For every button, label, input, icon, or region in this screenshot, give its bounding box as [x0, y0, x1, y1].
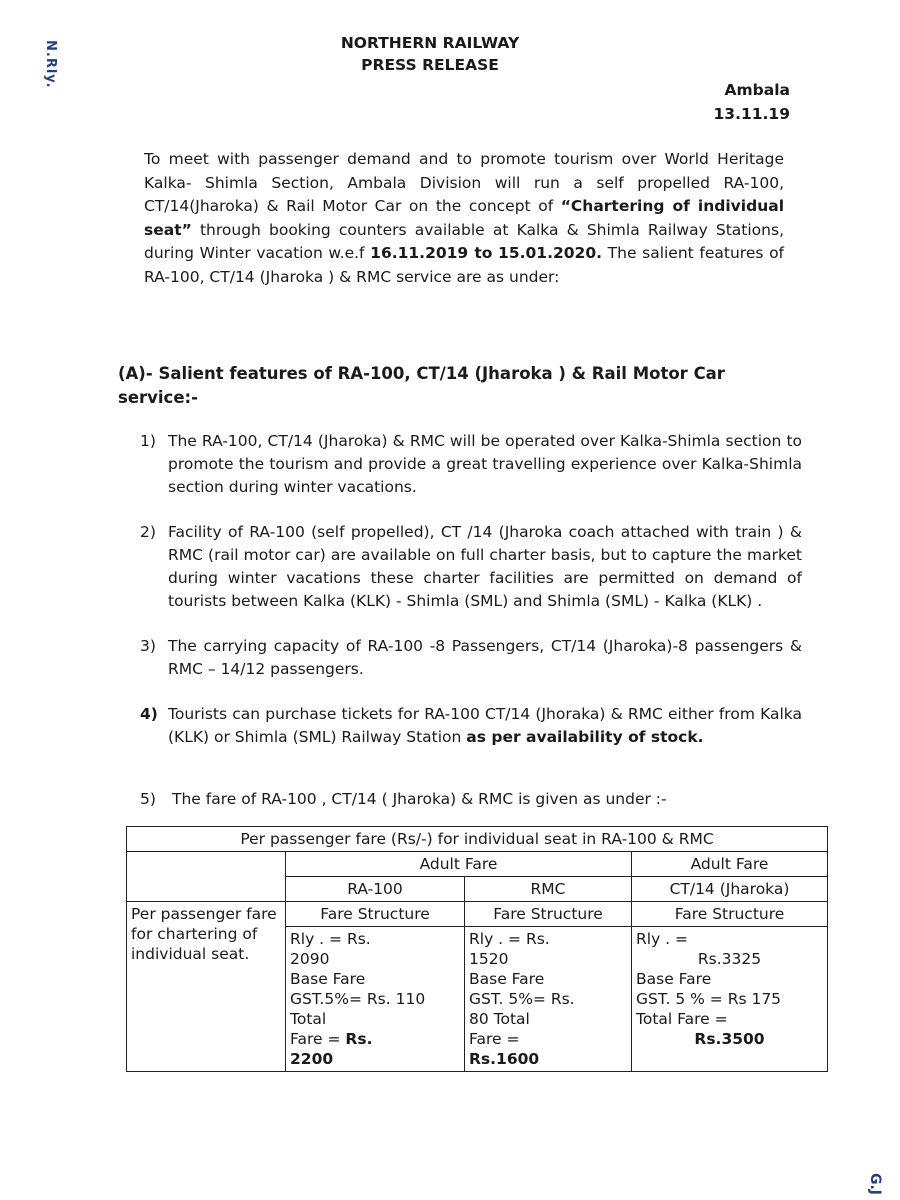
intro-bold-from-date: 16.11.2019 to	[370, 244, 493, 262]
ct14-fare-details: Rly . = Rs.3325 Base Fare GST. 5 % = Rs 175 Total Fare = Rs.3500	[632, 927, 828, 1072]
doc-type: PRESS RELEASE	[361, 56, 499, 74]
col-rmc: RMC	[465, 877, 632, 902]
features-list	[140, 430, 802, 749]
side-stamp: N.Rly.	[43, 40, 58, 89]
row-label: Per passenger fare for chartering of individual seat.	[127, 902, 286, 1072]
table-adult-fare-header-ct14: Adult Fare	[632, 852, 828, 877]
ct14-fare-structure: Fare Structure	[632, 902, 828, 927]
ra100-fare-details: Rly . = Rs. 2090 Base Fare GST.5%= Rs. 110 Total Fare = Rs. 2200	[286, 927, 465, 1072]
intro-paragraph: To meet with passenger demand and to promote tourism over World Heritage Kalka- Shimla Section, Ambala Division will run a self propelled RA-100, CT/14(Jharoka) & Rail Motor Car on the concept of “Chartering of individual seat” through booking counters available at Kalka & Shimla Railway Stations, during Winter vacation w.e.f 16.11.2019 to 15.01.2020. The salient features of RA-100, CT/14 (Jharoka ) & RMC service are as under:	[144, 150, 785, 286]
date: 13.11.19	[713, 105, 790, 123]
ra100-fare-structure: Fare Structure	[286, 902, 465, 927]
place: Ambala	[724, 81, 790, 99]
col-ra100: RA-100	[286, 877, 465, 902]
corner-mark: G.J	[866, 1172, 883, 1196]
table-title: Per passenger fare (Rs/-) for individual seat in RA-100 & RMC	[127, 827, 828, 852]
place-date-block	[714, 78, 791, 126]
rmc-fare-details: Rly . = Rs. 1520 Base Fare GST. 5%= Rs. 80 Total Fare = Rs.1600	[465, 927, 632, 1072]
intro-bold-concept: “Chartering of individual seat”	[144, 197, 785, 239]
list-item: 4) Tourists can purchase tickets for RA-100 CT/14 (Jhoraka) & RMC either from Kalka (KLK) or Shimla (SML) Railway Station as per availability of stock.	[140, 705, 802, 746]
org-title: NORTHERN RAILWAY	[340, 34, 520, 52]
list-item: 1) The RA-100, CT/14 (Jharoka) & RMC will be operated over Kalka-Shimla section to promote the tourism and provide a great travelling experience over Kalka-Shimla section during winter vacations.	[140, 432, 802, 496]
section-heading: (A)- Salient features of RA-100, CT/14 (Jharoka ) & Rail Motor Car service:-	[118, 364, 725, 407]
col-ct14: CT/14 (Jharoka)	[632, 877, 828, 902]
rmc-fare-structure: Fare Structure	[465, 902, 632, 927]
table-adult-fare-header: Adult Fare	[286, 852, 632, 877]
fare-table	[126, 826, 828, 1072]
list-item: 3) The carrying capacity of RA-100 -8 Passengers, CT/14 (Jharoka)-8 passengers & RMC – 14/12 passengers.	[140, 637, 802, 678]
list-item: 5) The fare of RA-100 , CT/14 ( Jharoka) & RMC is given as under :-	[140, 790, 667, 808]
table-empty-cell	[127, 852, 286, 902]
intro-bold-to-date: 15.01.2020.	[498, 244, 602, 262]
list-item: 2) Facility of RA-100 (self propelled), CT /14 (Jharoka coach attached with train ) & RMC (rail motor car) are available on full charter basis, but to capture the market during winter vacations these charter facilities are permitted on demand of tourists between Kalka (KLK) - Shimla (SML) and Shimla (SML) - Kalka (KLK) .	[140, 523, 802, 610]
